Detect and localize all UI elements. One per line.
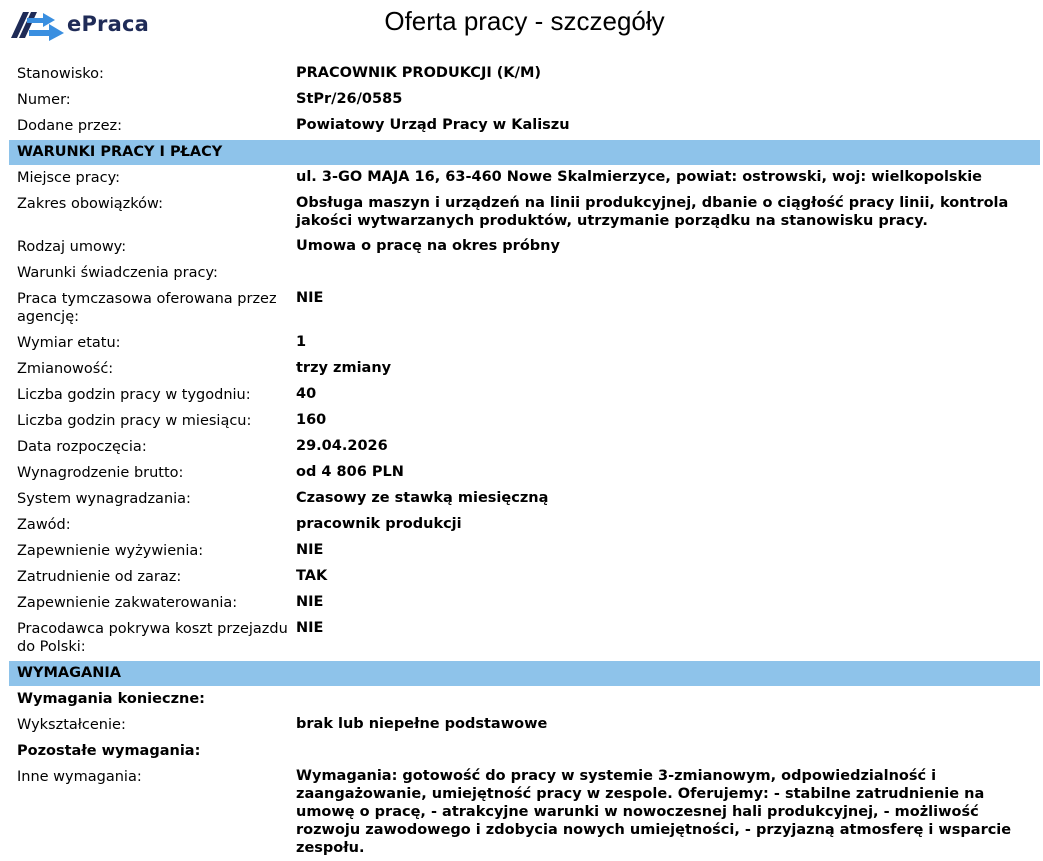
detail-label: Praca tymczasowa oferowana przez agencję: <box>17 291 277 325</box>
detail-value: pracownik produkcji <box>296 516 462 532</box>
section-header-work-conditions: WARUNKI PRACY I PŁACY <box>9 140 1040 165</box>
detail-row <box>9 564 1040 590</box>
detail-value: Umowa o pracę na okres próbny <box>296 238 560 254</box>
detail-value: od 4 806 PLN <box>296 464 404 480</box>
detail-value: Powiatowy Urząd Pracy w Kaliszu <box>296 117 570 133</box>
detail-value: 29.04.2026 <box>296 438 388 454</box>
required-heading: Wymagania konieczne: <box>17 691 205 707</box>
detail-label: Warunki świadczenia pracy: <box>17 265 218 281</box>
detail-label: Zatrudnienie od zaraz: <box>17 569 182 585</box>
detail-label: Liczba godzin pracy w miesiącu: <box>17 413 252 429</box>
other-requirements-heading: Pozostałe wymagania: <box>17 743 201 759</box>
detail-value: NIE <box>296 594 324 610</box>
detail-label: Zmianowość: <box>17 361 114 377</box>
detail-row <box>9 434 1040 460</box>
detail-row-number <box>9 87 1040 113</box>
detail-row <box>9 538 1040 564</box>
detail-label: Inne wymagania: <box>17 769 142 785</box>
page-header <box>0 0 1043 50</box>
detail-label: Liczba godzin pracy w tygodniu: <box>17 387 251 403</box>
detail-row <box>9 616 1040 660</box>
detail-row <box>9 408 1040 434</box>
detail-row-other-requirements <box>9 764 1040 861</box>
detail-row <box>9 486 1040 512</box>
detail-label: Zawód: <box>17 517 71 533</box>
detail-value <box>296 260 1040 286</box>
detail-row <box>9 286 1040 330</box>
detail-row <box>9 356 1040 382</box>
detail-label: System wynagradzania: <box>17 491 191 507</box>
detail-value: Obsługa maszyn i urządzeń na linii produkcyjnej, dbanie o ciągłość pracy linii, kontrola jakości wytwarzanych produktów, utrzymanie porządku na stanowisku pracy. <box>296 195 1009 229</box>
detail-label: Pracodawca pokrywa koszt przejazdu do Polski: <box>17 621 288 655</box>
detail-label: Miejsce pracy: <box>17 170 120 186</box>
detail-row <box>9 460 1040 486</box>
logo-text: ePraca <box>67 12 149 36</box>
detail-value: 40 <box>296 386 317 402</box>
detail-value: NIE <box>296 290 324 306</box>
detail-label: Zapewnienie wyżywienia: <box>17 543 204 559</box>
detail-row <box>9 165 1040 191</box>
detail-value: brak lub niepełne podstawowe <box>296 716 548 732</box>
detail-label: Wykształcenie: <box>17 717 126 733</box>
detail-value: 1 <box>296 334 307 350</box>
detail-row <box>9 512 1040 538</box>
detail-row-added-by <box>9 113 1040 139</box>
detail-value: trzy zmiany <box>296 360 392 376</box>
detail-row <box>9 260 1040 286</box>
detail-value: StPr/26/0585 <box>296 91 403 107</box>
detail-label: Zakres obowiązków: <box>17 196 163 212</box>
detail-row <box>9 330 1040 356</box>
detail-value: NIE <box>296 542 324 558</box>
detail-value: NIE <box>296 620 324 636</box>
page-title: Oferta pracy - szczegóły <box>384 6 665 36</box>
detail-row-education <box>9 712 1040 738</box>
detail-value: TAK <box>296 568 328 584</box>
detail-value: PRACOWNIK PRODUKCJI (K/M) <box>296 65 541 81</box>
detail-value: Wymagania: gotowość do pracy w systemie 3-zmianowym, odpowiedzialność i zaangażowanie, umiejętność pracy w zespole. Oferujemy: - stabilne zatrudnienie na umowę o pracę, - atrakcyjne warunki w nowoczesnej hali produkcyjnej, - możliwość rozwoju zawodowego i zdobycia nowych umiejętności, - przyjazną atmosferę i wsparcie zespołu. <box>296 768 1012 856</box>
detail-row-position <box>9 61 1040 87</box>
detail-label: Data rozpoczęcia: <box>17 439 147 455</box>
detail-row <box>9 234 1040 260</box>
detail-label: Dodane przez: <box>17 118 123 134</box>
detail-value: 160 <box>296 412 327 428</box>
detail-row <box>9 191 1040 234</box>
detail-label: Stanowisko: <box>17 66 104 82</box>
detail-row <box>9 382 1040 408</box>
detail-label: Wymiar etatu: <box>17 335 121 351</box>
detail-label: Wynagrodzenie brutto: <box>17 465 184 481</box>
detail-value: ul. 3-GO MAJA 16, 63-460 Nowe Skalmierzyce, powiat: ostrowski, woj: wielkopolskie <box>296 169 983 185</box>
detail-label: Numer: <box>17 92 71 108</box>
detail-label: Rodzaj umowy: <box>17 239 127 255</box>
section-header-requirements: WYMAGANIA <box>9 661 1040 686</box>
detail-label: Zapewnienie zakwaterowania: <box>17 595 238 611</box>
detail-row <box>9 590 1040 616</box>
offer-details <box>9 61 1040 861</box>
detail-value: Czasowy ze stawką miesięczną <box>296 490 549 506</box>
